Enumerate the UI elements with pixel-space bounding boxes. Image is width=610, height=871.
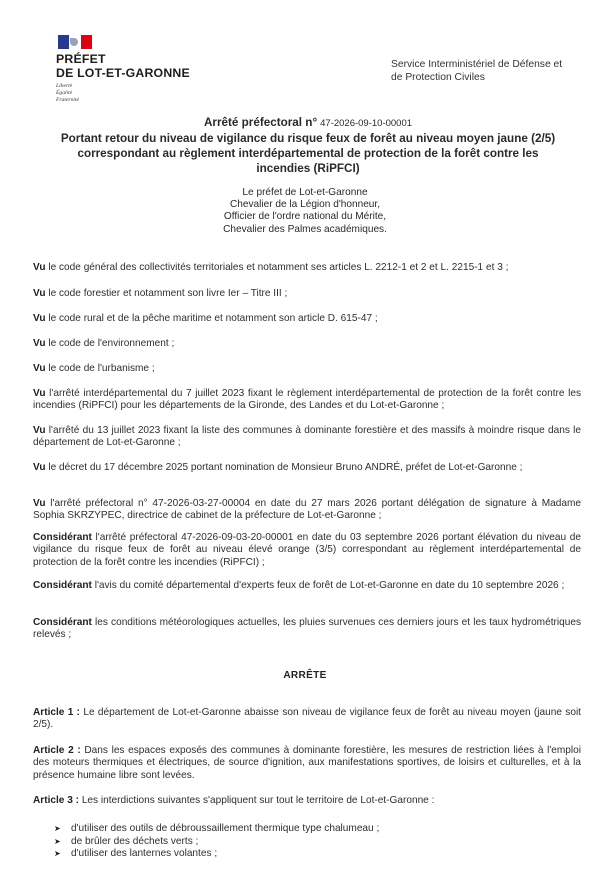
visa-paragraph	[33, 338, 581, 350]
arrete-label: Arrêté préfectoral n°	[203, 116, 318, 129]
considerant-lead: Considérant	[33, 532, 92, 543]
list-item	[54, 823, 379, 836]
visa-paragraph	[33, 498, 581, 523]
list-item-text: d'utiliser des outils de débroussaillement thermique type chalumeau ;	[71, 823, 380, 834]
prefet-line-4: Chevalier des Palmes académiques.	[223, 223, 387, 235]
visa-text: le code de l'environnement ;	[48, 338, 175, 349]
service-name	[391, 59, 591, 84]
visa-lead: Vu	[33, 262, 46, 273]
visa-text: le code rural et de la pêche maritime et notamment son article D. 615-47 ;	[48, 313, 378, 324]
prefet-titles	[100, 187, 510, 236]
list-item	[54, 848, 379, 861]
article-lead: Article 1 :	[33, 707, 81, 718]
article-paragraph	[33, 707, 581, 732]
article-paragraph	[33, 745, 581, 782]
marianne-flag-icon	[58, 35, 92, 49]
visa-lead: Vu	[33, 388, 46, 399]
article-text: Le département de Lot-et-Garonne abaisse son niveau de vigilance feux de forêt au niveau moyen (jaune soit 2/5).	[33, 707, 581, 731]
arrow-bullet-icon: ➤	[54, 824, 61, 833]
article-paragraph	[33, 795, 581, 807]
visa-paragraph	[33, 425, 581, 450]
visa-text: l'arrêté préfectoral n° 47-2026-03-27-00004 en date du 27 mars 2026 portant délégation de signature à Madame Sophia SKRZYPEC, directrice de cabinet de la préfecture de Lot-et-Garonne ;	[33, 498, 581, 522]
visa-paragraph	[33, 262, 581, 274]
interdictions-list	[54, 823, 379, 861]
arrow-bullet-icon: ➤	[54, 836, 61, 846]
considerant-paragraph	[33, 532, 581, 569]
prefet-line-2: Chevalier de la Légion d'honneur,	[229, 199, 381, 211]
logo-line-1: PRÉFET	[56, 52, 106, 66]
arrow-bullet-icon: ➤	[54, 849, 61, 859]
motto-liberte: Liberté	[56, 83, 73, 89]
considerant-lead: Considérant	[33, 580, 92, 591]
considerant-paragraph	[33, 580, 581, 592]
visa-lead: Vu	[33, 498, 46, 509]
considerant-text: l'avis du comité départemental d'experts feux de forêt de Lot-et-Garonne en date du 10 septembre 2026 ;	[94, 580, 565, 591]
motto-egalite: Égalité	[56, 90, 73, 96]
arrete-number: 47-2026-09-10-00001	[320, 118, 413, 129]
service-line-2: de Protection Civiles	[391, 71, 485, 83]
subtitle-line-1: Portant retour du niveau de vigilance du risque feux de forêt au niveau moyen jaune (2/5)	[60, 132, 556, 145]
article-lead: Article 2 :	[33, 745, 81, 756]
visa-text: le code général des collectivités territoriales et notamment ses articles L. 2212-1 et 2 et L. 2215-1 et 3 ;	[48, 262, 509, 273]
prefet-line-3: Officier de l'ordre national du Mérite,	[223, 211, 387, 223]
arrete-heading: ARRÊTE	[283, 670, 327, 681]
motto-fraternite: Fraternité	[56, 97, 79, 103]
visa-lead: Vu	[33, 363, 46, 374]
visa-paragraph	[33, 313, 581, 325]
visa-text: le code forestier et notamment son livre Ier – Titre III ;	[48, 288, 288, 299]
visa-paragraph	[33, 288, 581, 300]
list-item-text: de brûler des déchets verts ;	[71, 835, 199, 847]
document-title	[28, 116, 588, 176]
article-text: Les interdictions suivantes s'appliquent sur tout le territoire de Lot-et-Garonne :	[81, 795, 435, 806]
visa-paragraph	[33, 462, 581, 474]
subtitle-line-2: correspondant au règlement interdépartemental de protection de la forêt contre les	[77, 147, 539, 160]
prefet-line-1: Le préfet de Lot-et-Garonne	[242, 187, 368, 198]
visa-text: le décret du 17 décembre 2025 portant nomination de Monsieur Bruno ANDRÉ, préfet de Lot-et-Garonne ;	[48, 462, 523, 473]
visa-text: l'arrêté interdépartemental du 7 juillet 2023 fixant le règlement interdépartemental de protection de la forêt contre les incendies (RiPFCI) pour les départements de la Gironde, des Landes et du Lot-et-Garonne ;	[33, 388, 581, 412]
considerant-text: l'arrêté préfectoral 47-2026-09-03-20-00001 en date du 03 septembre 2026 portant élévation du niveau de vigilance du risque feux de forêt au niveau élevé orange (3/5) correspondant au règlement interdépartemental de protection de la forêt contre les incendies (RiPFCI) ;	[33, 532, 581, 568]
article-lead: Article 3 :	[33, 795, 79, 806]
arrete-number-line	[28, 116, 588, 131]
visa-lead: Vu	[33, 313, 46, 324]
considerant-text: les conditions météorologiques actuelles, les pluies survenues ces derniers jours et les taux hydrométriques relevés ;	[33, 617, 581, 641]
visa-lead: Vu	[33, 288, 46, 299]
visa-paragraph	[33, 388, 581, 413]
visa-text: le code de l'urbanisme ;	[48, 363, 155, 374]
service-line-1: Service Interministériel de Défense et	[391, 59, 563, 70]
visa-lead: Vu	[33, 462, 46, 473]
logo-line-2: DE LOT-ET-GARONNE	[56, 66, 190, 80]
visa-lead: Vu	[33, 425, 46, 436]
visa-lead: Vu	[33, 338, 46, 349]
prefet-logo	[56, 35, 206, 104]
considerant-lead: Considérant	[33, 617, 92, 628]
visa-paragraph	[33, 363, 581, 375]
visa-text: l'arrêté du 13 juillet 2023 fixant la liste des communes à dominante forestière et des massifs à moindre risque dans le département de Lot-et-Garonne ;	[33, 425, 581, 449]
subtitle-line-3: incendies (RiPFCI)	[256, 162, 360, 175]
article-text: Dans les espaces exposés des communes à dominante forestière, les mesures de restriction liées à l'emploi des moteurs thermiques et électriques, de source d'ignition, aux manifestations sportives, de loisirs et culturelles, et à la présence humaine libre sont levées.	[33, 745, 581, 781]
list-item-text: d'utiliser des lanternes volantes ;	[71, 848, 218, 860]
considerant-paragraph	[33, 617, 581, 642]
list-item	[54, 836, 379, 849]
